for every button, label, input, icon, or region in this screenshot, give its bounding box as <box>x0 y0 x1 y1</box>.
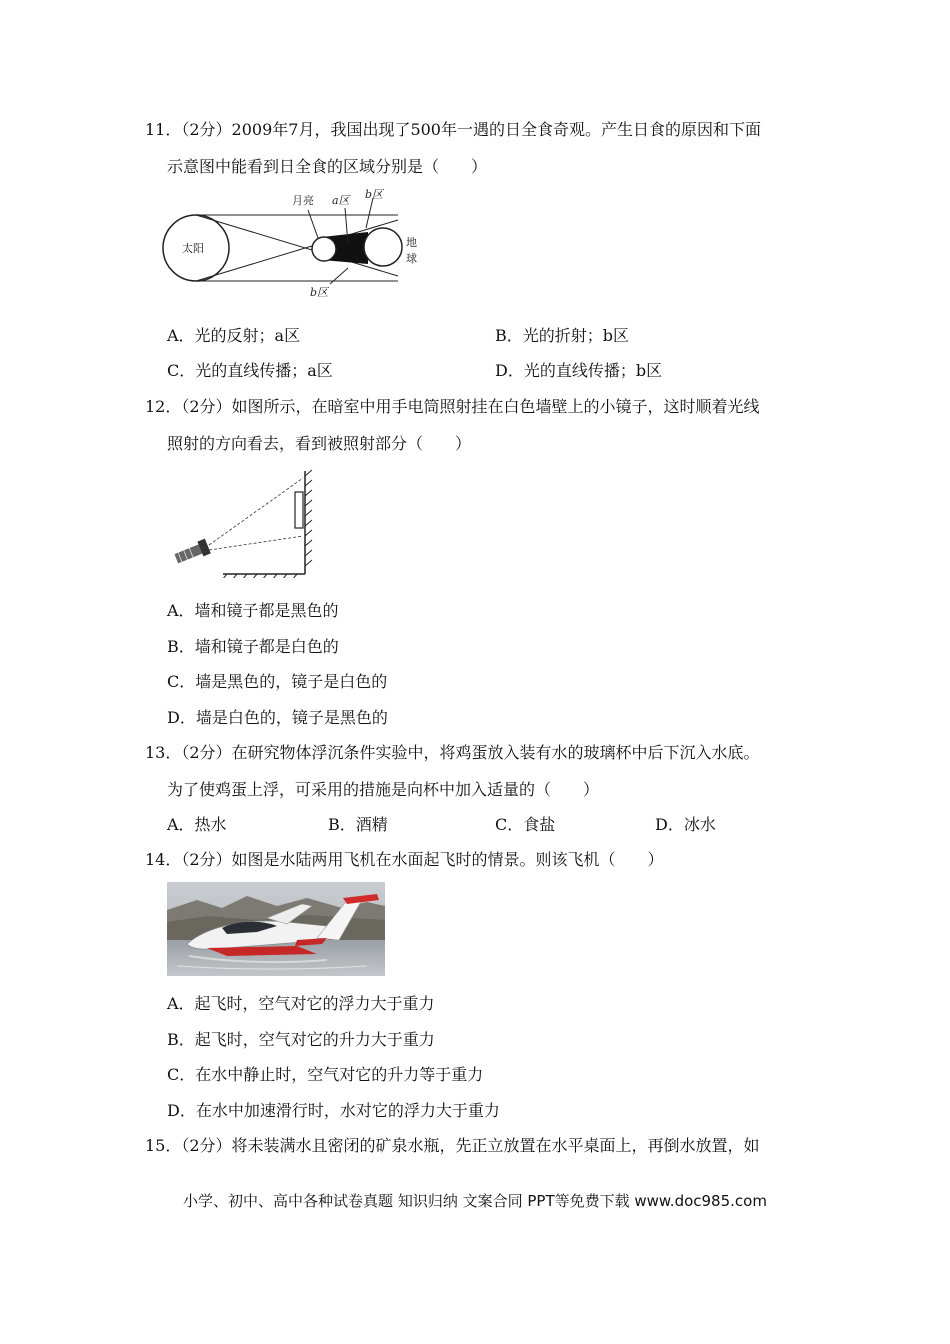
label-sun: 太阳 <box>182 242 204 255</box>
q11-stem-line1: 11．（2分）2009年7月，我国出现了500年一遇的日全食奇观。产生日食的原因和下面 <box>145 120 761 139</box>
q11-stem-line2: 示意图中能看到日全食的区域分别是（ ） <box>167 157 488 176</box>
q12-option-a: A．墙和镜子都是黑色的 <box>167 601 339 620</box>
q14-option-d: D．在水中加速滑行时，水对它的浮力大于重力 <box>167 1101 500 1120</box>
label-b-zone-bottom: b区 <box>310 286 329 299</box>
q11-option-d: D．光的直线传播；b区 <box>495 361 663 380</box>
q12-option-d: D．墙是白色的，镜子是黑色的 <box>167 708 388 727</box>
label-earth-2: 球 <box>406 252 417 265</box>
q13-stem-line1: 13．（2分）在研究物体浮沉条件实验中，将鸡蛋放入装有水的玻璃杯中后下沉入水底。 <box>145 743 760 762</box>
q12-stem-line1: 12．（2分）如图所示，在暗室中用手电筒照射挂在白色墙壁上的小镜子，这时顺着光线 <box>145 397 760 416</box>
q14-option-c: C．在水中静止时，空气对它的升力等于重力 <box>167 1065 484 1084</box>
q14-option-b: B．起飞时，空气对它的升力大于重力 <box>167 1030 435 1049</box>
q12-option-c: C．墙是黑色的，镜子是白色的 <box>167 672 388 691</box>
q11-option-a: A．光的反射；a区 <box>167 326 301 345</box>
q13-stem-line2: 为了使鸡蛋上浮，可采用的措施是向杯中加入适量的（ ） <box>167 780 600 799</box>
q13-option-b: B．酒精 <box>328 815 388 834</box>
page-footer: 小学、初中、高中各种试卷真题 知识归纳 文案合同 PPT等免费下载 www.doc985.com <box>183 1192 767 1210</box>
q14-option-a: A．起飞时，空气对它的浮力大于重力 <box>167 994 435 1013</box>
q13-option-c: C．食盐 <box>495 815 556 834</box>
q11-option-b: B．光的折射；b区 <box>495 326 630 345</box>
q13-option-a: A．热水 <box>167 815 227 834</box>
q13-option-d: D．冰水 <box>655 815 716 834</box>
label-earth-1: 地 <box>406 236 417 249</box>
label-b-zone-top: b区 <box>365 188 384 201</box>
flashlight-mirror-diagram <box>165 466 325 578</box>
q15-stem-line1: 15．（2分）将未装满水且密闭的矿泉水瓶，先正立放置在水平桌面上，再倒水放置，如 <box>145 1136 760 1155</box>
label-moon: 月亮 <box>292 194 314 207</box>
q11-option-c: C．光的直线传播；a区 <box>167 361 333 380</box>
q12-stem-line2: 照射的方向看去，看到被照射部分（ ） <box>167 434 472 453</box>
solar-eclipse-diagram <box>160 188 430 300</box>
q12-option-b: B．墙和镜子都是白色的 <box>167 637 339 656</box>
q14-stem-line1: 14．（2分）如图是水陆两用飞机在水面起飞时的情景。则该飞机（ ） <box>145 850 664 869</box>
amphibious-plane-photo <box>167 882 385 976</box>
label-a-zone: a区 <box>332 194 350 207</box>
